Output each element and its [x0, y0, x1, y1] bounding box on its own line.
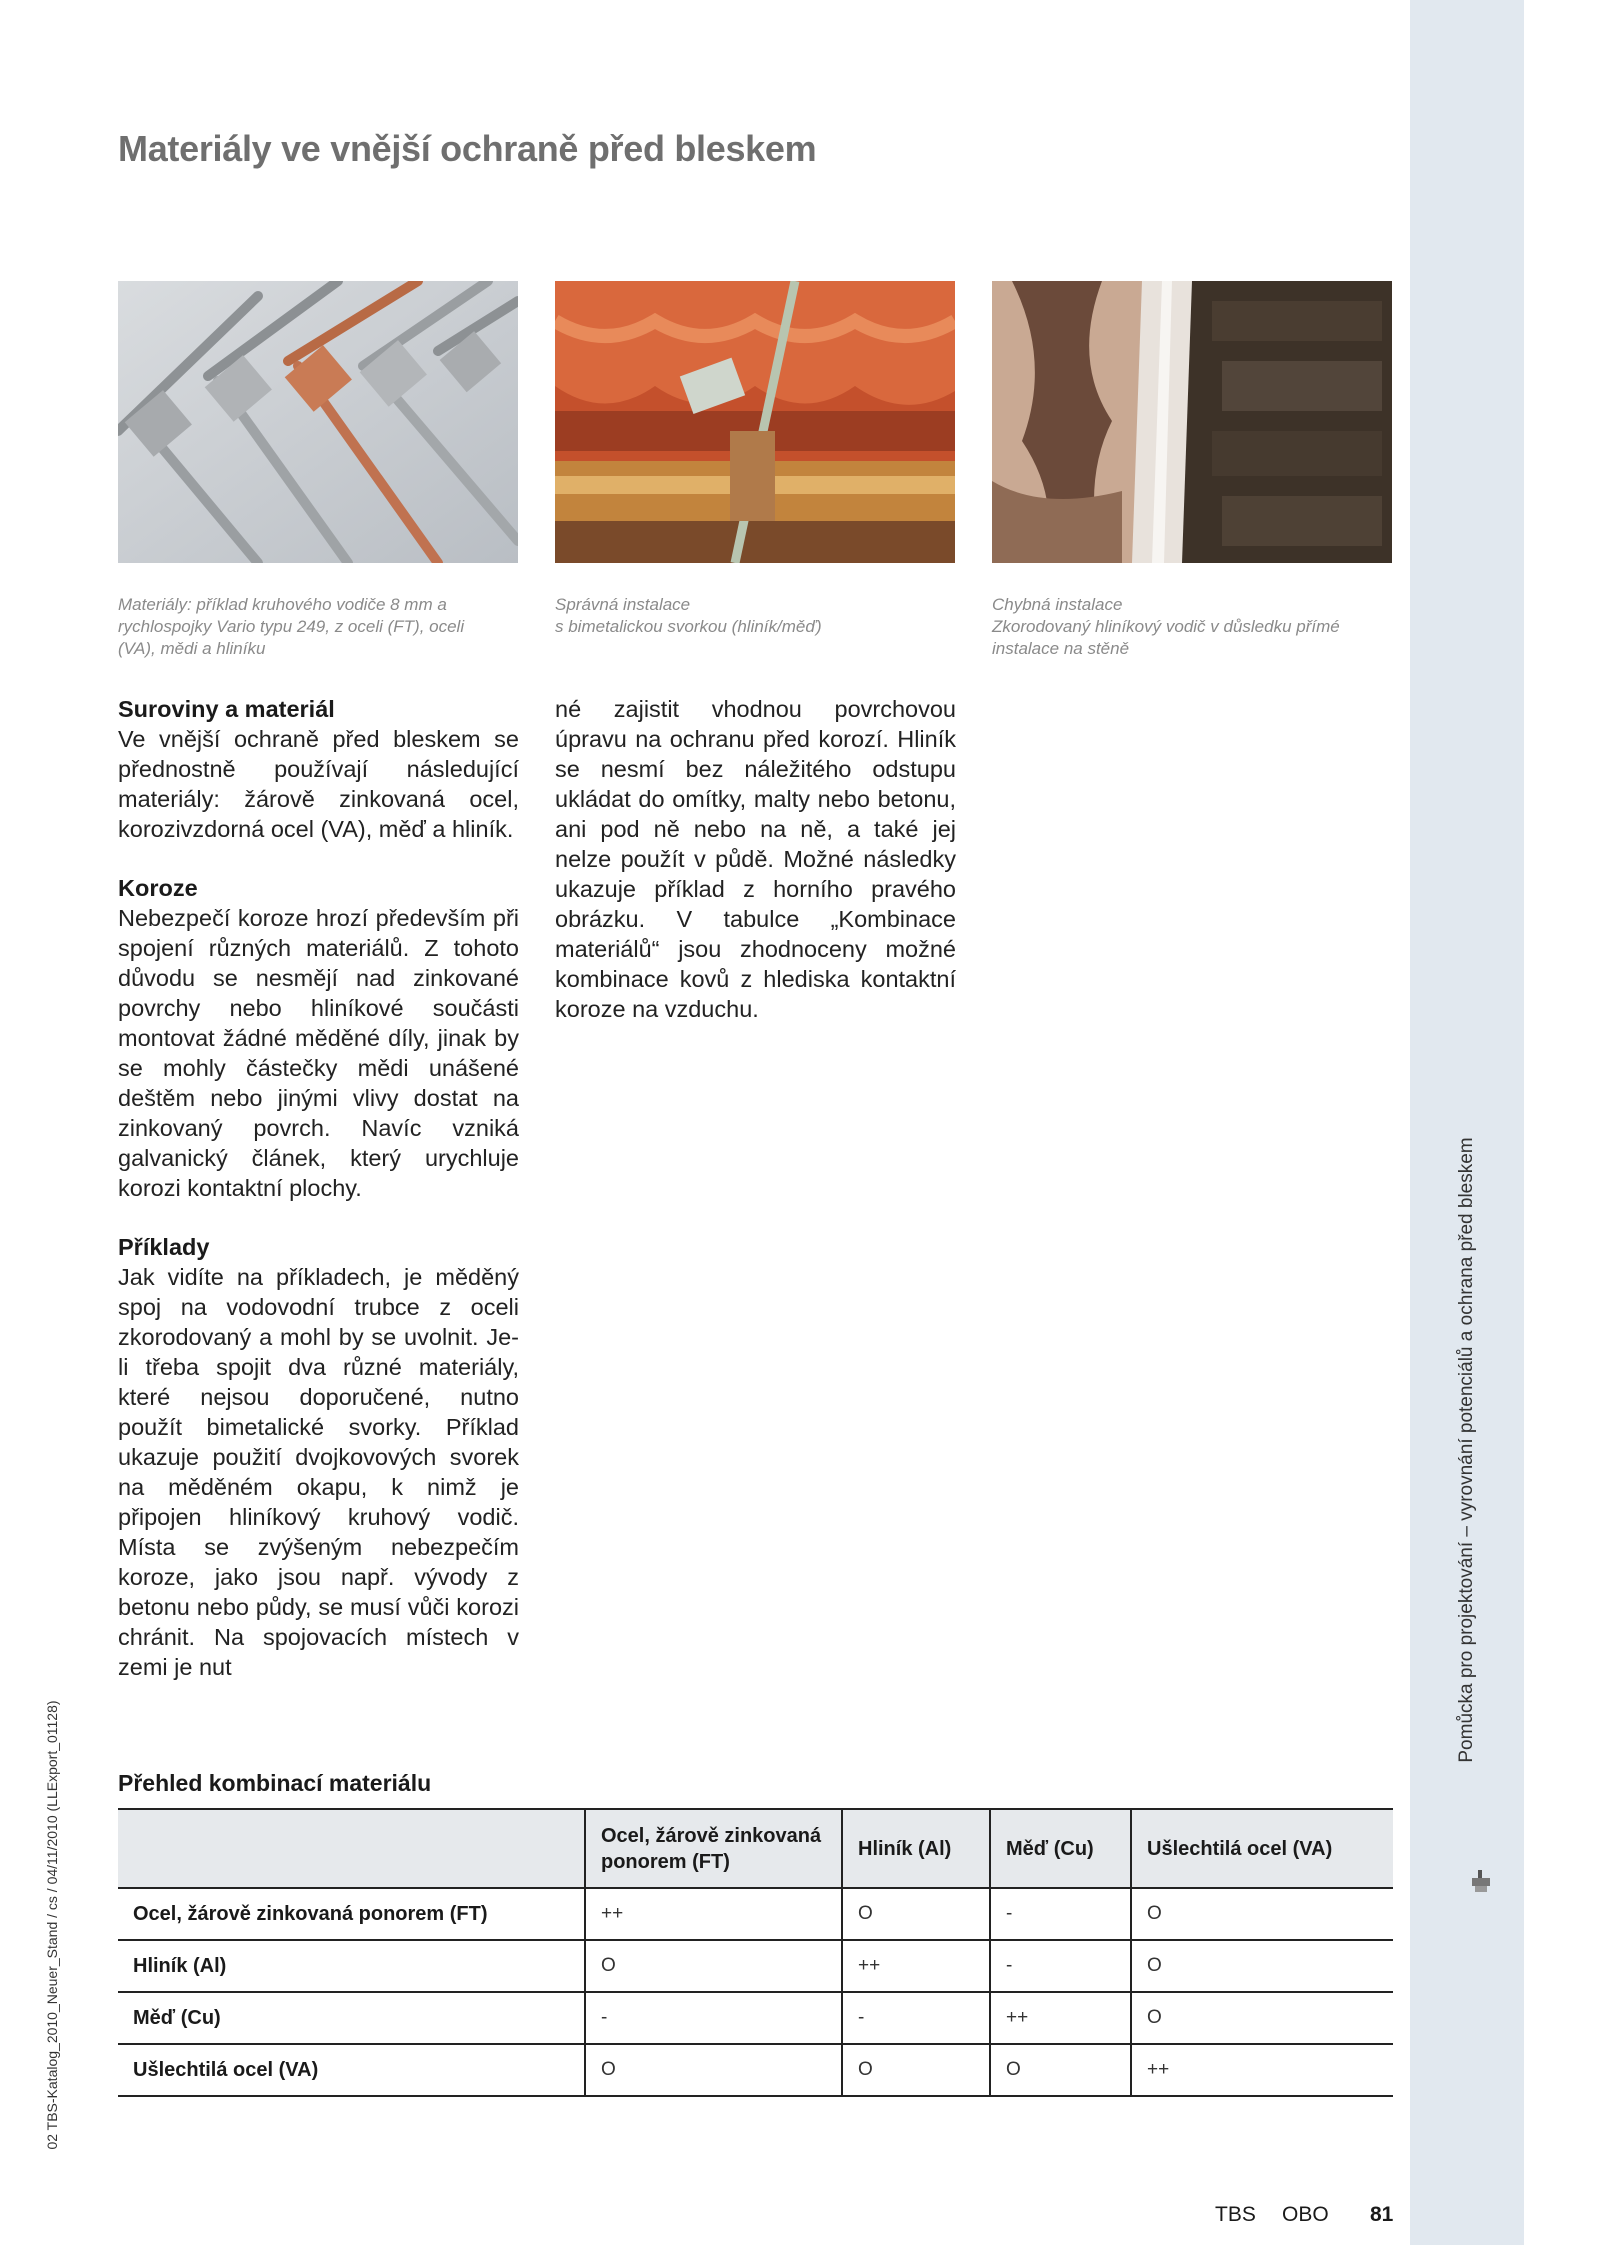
table-cell: -	[990, 1940, 1131, 1992]
caption-line: Správná instalace	[555, 595, 691, 614]
row-header: Ocel, žárově zinkovaná ponorem (FT)	[118, 1888, 585, 1940]
footer-brand-obo: OBO	[1282, 2203, 1329, 2226]
table-header-row	[118, 1809, 1393, 1888]
section-text: Ve vnější ochraně před bleskem se přednostně používají následující materiály: žárově zinkovaná ocel, korozivzdorná ocel (VA), měď a hliník.	[118, 726, 519, 842]
section-heading: Koroze	[118, 875, 198, 901]
photo-caption-2	[555, 594, 955, 638]
body-column-2	[555, 694, 956, 1053]
column-header: Měď (Cu)	[990, 1809, 1131, 1888]
vario-connectors-photo	[118, 281, 518, 563]
table-cell: O	[585, 1940, 842, 1992]
table-cell: -	[990, 1888, 1131, 1940]
caption-line: Chybná instalace	[992, 595, 1123, 614]
photo-caption-3	[992, 594, 1392, 660]
table-cell: O	[842, 1888, 990, 1940]
caption-line: instalace na stěně	[992, 639, 1130, 658]
table-corner-cell	[118, 1809, 585, 1888]
row-header: Ušlechtilá ocel (VA)	[118, 2044, 585, 2096]
column-header: Ocel, žárově zinkovaná ponorem (FT)	[585, 1809, 842, 1888]
side-chapter-title: Pomůcka pro projektování – vyrovnání potenciálů a ochrana před bleskem	[1456, 1137, 1477, 1763]
section-text: Jak vidíte na příkladech, je měděný spoj na vodovodní trubce z oceli zkorodovaný a mohl by se uvolnit. Je-li třeba spojit dva různé materiály, které nejsou doporučené, nutno použít bimetalické svorky. Příklad ukazuje použití dvojkovových svorek na měděném okapu, k nimž je připojen hliníkový kruhový vodič. Místa se zvýšeným nebezpečím koroze, jako jsou např. vývody z betonu nebo půdy, se musí vůči korozi chránit. Na spojovacích místech v zemi je nut	[118, 1264, 519, 1680]
column-header: Ušlechtilá ocel (VA)	[1131, 1809, 1393, 1888]
table-cell: O	[1131, 1992, 1393, 2044]
corroded-conductor-photo	[992, 281, 1392, 563]
bimetal-clamp-photo	[555, 281, 955, 563]
body-column-1	[118, 694, 519, 1711]
table-cell: ++	[990, 1992, 1131, 2044]
table-title: Přehled kombinací materiálu	[118, 1770, 432, 1796]
catalog-stamp: 02 TBS-Katalog_2010_Neuer_Stand / cs / 04/11/2010 (LLExport_01128)	[44, 1700, 60, 2150]
caption-line: s bimetalickou svorkou (hliník/měď)	[555, 617, 822, 636]
row-header: Měď (Cu)	[118, 1992, 585, 2044]
table-cell: O	[1131, 1888, 1393, 1940]
section-heading: Suroviny a materiál	[118, 696, 335, 722]
caption-line: rychlospojky Vario typu 249, z oceli (FT), oceli	[118, 617, 465, 636]
column-header: Hliník (Al)	[842, 1809, 990, 1888]
page-number: 81	[1370, 2203, 1394, 2226]
section-text: Nebezpečí koroze hrozí především při spojení různých materiálů. Z tohoto důvodu se nesmějí nad zinkované povrchy nebo hliníkové součásti montovat žádné měděné díly, jinak by se mohly částečky mědi unášené deštěm nebo jinými vlivy dostat na zinkovaný povrch. Navíc vzniká galvanický článek, který urychluje korozi kontaktní plochy.	[118, 905, 519, 1201]
caption-line: Materiály: příklad kruhového vodiče 8 mm a	[118, 595, 447, 614]
obo-logo-icon	[1470, 1870, 1492, 1894]
table-row	[118, 2044, 1393, 2096]
table-cell: O	[585, 2044, 842, 2096]
table-cell: O	[1131, 1940, 1393, 1992]
page-title: Materiály ve vnější ochraně před bleskem	[118, 128, 817, 169]
section-text-continuation: né zajistit vhodnou povrchovou úpravu na ochranu před korozí. Hliník se nesmí bez náležitého odstupu ukládat do omítky, malty nebo betonu, ani pod ně nebo na ně, a také jej nelze použít v půdě. Možné následky ukazuje příklad z horního pravého obrázku. V tabulce „Kombinace materiálů“ jsou zhodnoceny možné kombinace kovů z hlediska kontaktní koroze na vzduchu.	[555, 696, 956, 1022]
row-header: Hliník (Al)	[118, 1940, 585, 1992]
side-band	[1410, 0, 1524, 2245]
table-cell: -	[585, 1992, 842, 2044]
table-row	[118, 1940, 1393, 1992]
table-cell: O	[990, 2044, 1131, 2096]
table-cell: ++	[1131, 2044, 1393, 2096]
table-cell: -	[842, 1992, 990, 2044]
table-row	[118, 1992, 1393, 2044]
table-row	[118, 1888, 1393, 1940]
table-cell: O	[842, 2044, 990, 2096]
table-cell: ++	[585, 1888, 842, 1940]
material-combination-table	[118, 1808, 1393, 2097]
photo-caption-1	[118, 594, 518, 660]
section-heading: Příklady	[118, 1234, 210, 1260]
table-cell: ++	[842, 1940, 990, 1992]
caption-line: (VA), mědi a hliníku	[118, 639, 266, 658]
footer-brand-tbs: TBS	[1215, 2203, 1256, 2226]
caption-line: Zkorodovaný hliníkový vodič v důsledku přímé	[992, 617, 1340, 636]
